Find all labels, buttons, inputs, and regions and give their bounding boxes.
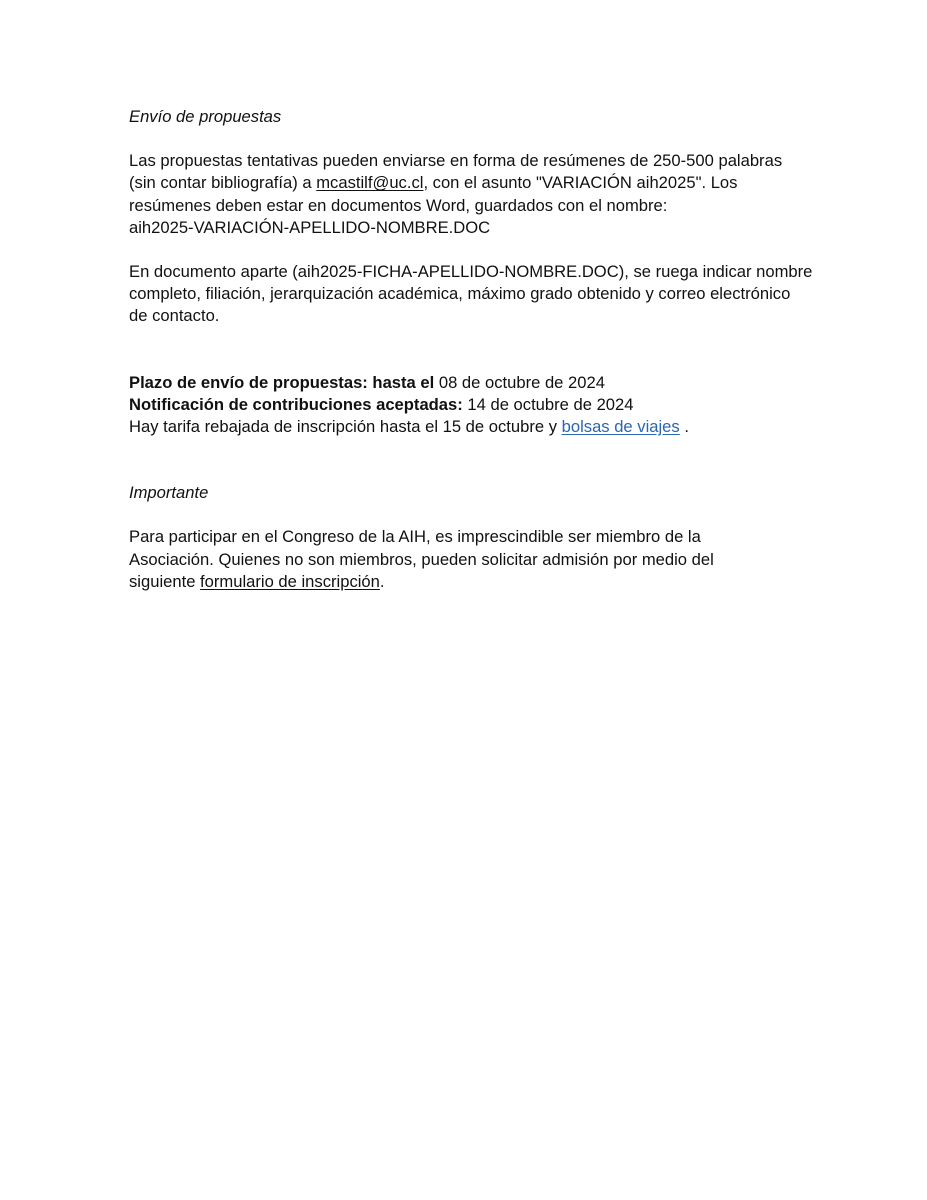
deadline-label: Plazo de envío de propuestas: hasta el xyxy=(129,372,435,392)
spacer xyxy=(129,438,829,482)
registration-form-link[interactable]: formulario de inscripción xyxy=(200,571,380,591)
text-line: completo, filiación, jerarquización académica, máximo grado obtenido y correo electrónico xyxy=(129,284,791,304)
notification-line xyxy=(129,394,829,416)
text-span: , con el asunto "VARIACIÓN aih2025". Los xyxy=(423,173,738,193)
text-line: resúmenes deben estar en documentos Word, guardados con el nombre: xyxy=(129,195,668,215)
text-line: Para participar en el Congreso de la AIH, es imprescindible ser miembro de la xyxy=(129,527,701,547)
text-line: Asociación. Quienes no son miembros, pueden solicitar admisión por medio del xyxy=(129,549,714,569)
paragraph-membership xyxy=(129,526,829,593)
deadline-line xyxy=(129,372,829,394)
text-line: Las propuestas tentativas pueden enviarse en forma de resúmenes de 250-500 palabras xyxy=(129,151,783,171)
section-heading-envio: Envío de propuestas xyxy=(129,107,282,126)
notification-label: Notificación de contribuciones aceptadas: xyxy=(129,394,463,414)
deadline-value: 08 de octubre de 2024 xyxy=(434,372,605,392)
text-line xyxy=(129,571,829,593)
text-span: siguiente xyxy=(129,571,201,591)
text-line: En documento aparte (aih2025-FICHA-APELLIDO-NOMBRE.DOC), se ruega indicar nombre xyxy=(129,262,813,282)
text-span: . xyxy=(379,571,385,591)
document-body xyxy=(129,106,829,593)
dates-block xyxy=(129,372,829,439)
spacer xyxy=(129,239,829,261)
text-line: de contacto. xyxy=(129,306,220,326)
spacer xyxy=(129,128,829,150)
fee-line xyxy=(129,416,829,438)
section-heading-importante: Importante xyxy=(129,483,209,503)
paragraph-submission xyxy=(129,150,829,239)
text-line: aih2025-VARIACIÓN-APELLIDO-NOMBRE.DOC xyxy=(129,217,491,237)
text-span: . xyxy=(679,417,689,437)
text-span: (sin contar bibliografía) a xyxy=(129,173,317,193)
paragraph-separate-document xyxy=(129,261,829,328)
text-line xyxy=(129,172,829,194)
spacer xyxy=(129,328,829,372)
email-link[interactable]: mcastilf@uc.cl xyxy=(316,173,424,193)
travel-grants-link[interactable]: bolsas de viajes xyxy=(561,417,680,437)
spacer xyxy=(129,504,829,526)
notification-value: 14 de octubre de 2024 xyxy=(462,394,634,414)
text-span: Hay tarifa rebajada de inscripción hasta el 15 de octubre y xyxy=(129,417,562,437)
